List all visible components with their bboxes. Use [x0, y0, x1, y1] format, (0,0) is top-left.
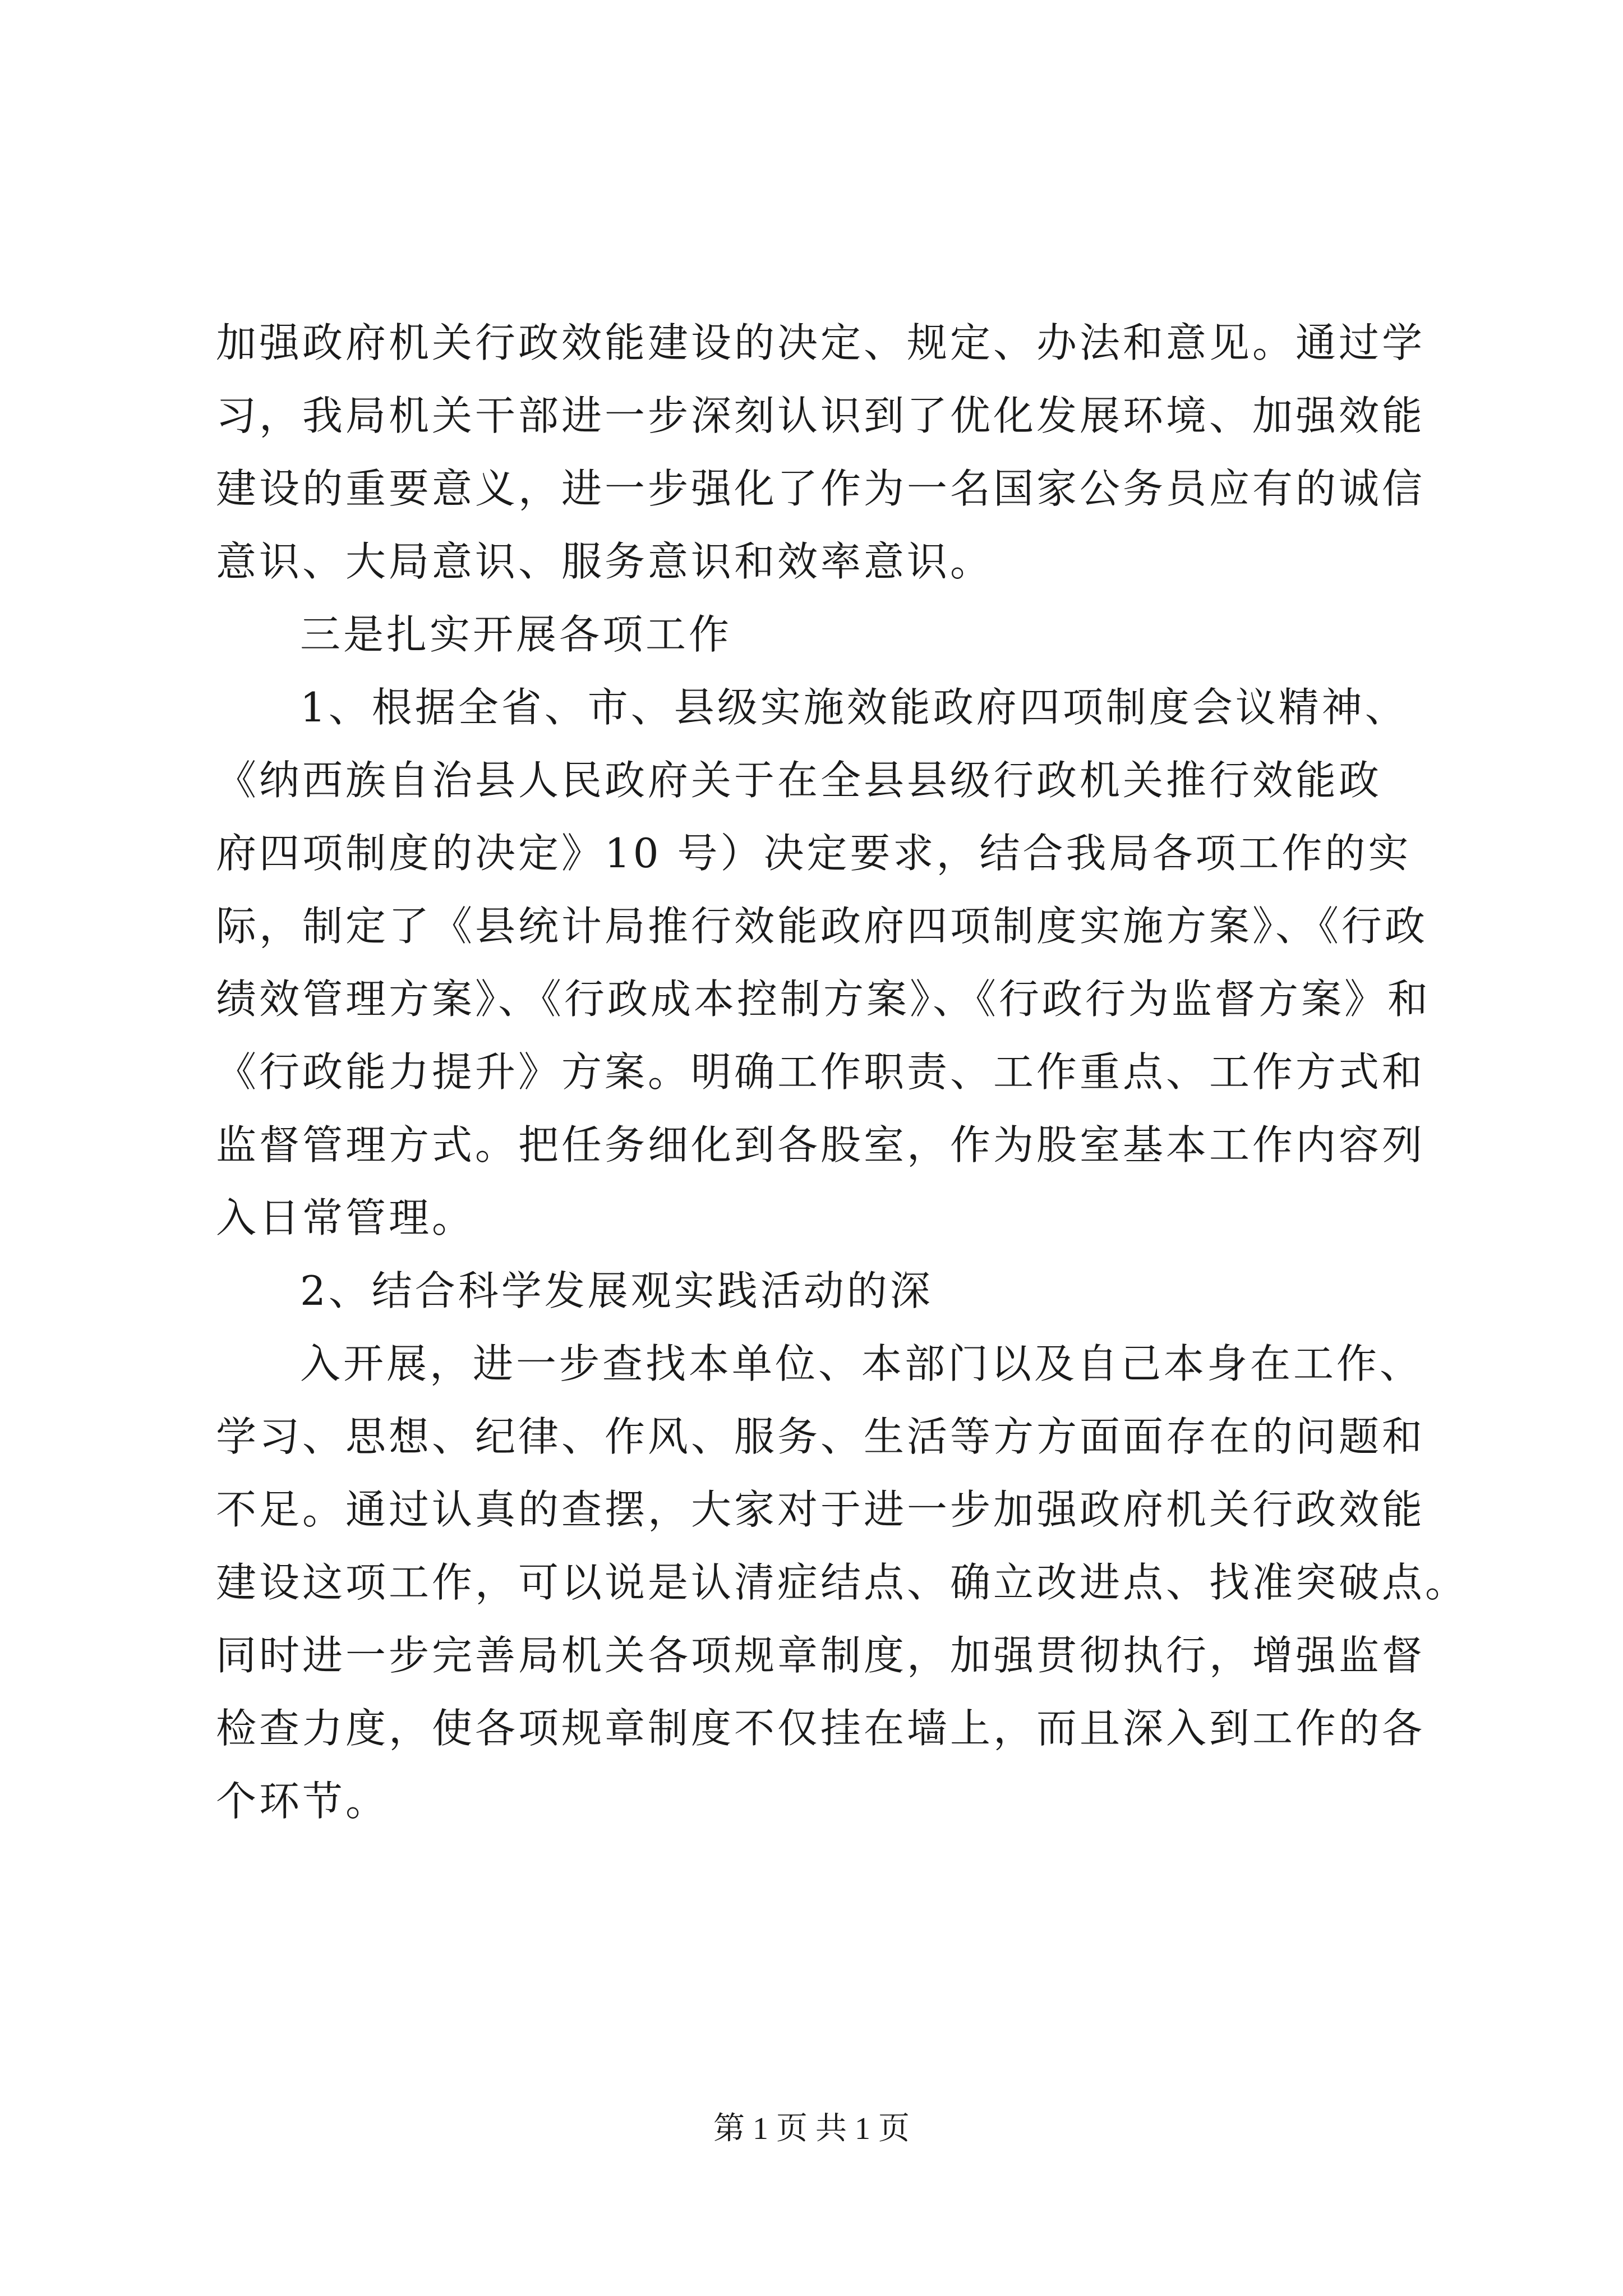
page-number: 第 1 页 共 1 页 — [713, 2111, 910, 2146]
text-line: 建设的重要意义，进一步强化了作为一名国家公务员应有的诚信 — [216, 465, 1426, 512]
text-line: 府四项制度的决定》10 号）决定要求，结合我局各项工作的实 — [216, 830, 1412, 877]
body-text — [216, 306, 1469, 1838]
text-line: 监督管理方式。把任务细化到各股室，作为股室基本工作内容列 — [216, 1121, 1426, 1168]
text-line: 《行政能力提升》方案。明确工作职责、工作重点、工作方式和 — [216, 1048, 1426, 1096]
text-line: 个环节。 — [216, 1778, 389, 1825]
text-line: 2、结合科学发展观实践活动的深 — [300, 1267, 933, 1314]
text-line: 同时进一步完善局机关各项规章制度，加强贯彻执行，增强监督 — [216, 1632, 1426, 1679]
section-heading: 三是扎实开展各项工作 — [300, 611, 732, 658]
text-line: 入日常管理。 — [216, 1194, 476, 1241]
text-line: 加强政府机关行政效能建设的决定、规定、办法和意见。通过学 — [216, 319, 1426, 366]
text-line: 入开展，进一步查找本单位、本部门以及自己本身在工作、 — [300, 1340, 1423, 1387]
text-line: 不足。通过认真的查摆，大家对于进一步加强政府机关行政效能 — [216, 1486, 1426, 1533]
page-footer — [0, 2109, 1623, 2148]
text-line: 学习、思想、纪律、作风、服务、生活等方方面面存在的问题和 — [216, 1413, 1426, 1460]
text-line: 际，制定了《县统计局推行效能政府四项制度实施方案》、《行政 — [216, 903, 1428, 950]
text-line: 1、根据全省、市、县级实施效能政府四项制度会议精神、 — [300, 684, 1408, 731]
text-line: 《纳西族自治县人民政府关于在全县县级行政机关推行效能政 — [216, 757, 1382, 804]
text-line: 建设这项工作，可以说是认清症结点、确立改进点、找准突破点。 — [216, 1559, 1469, 1606]
text-line: 习，我局机关干部进一步深刻认识到了优化发展环境、加强效能 — [216, 392, 1426, 439]
text-line: 检查力度，使各项规章制度不仅挂在墙上，而且深入到工作的各 — [216, 1705, 1426, 1752]
text-line: 绩效管理方案》、《行政成本控制方案》、《行政行为监督方案》和 — [216, 976, 1431, 1023]
text-line: 意识、大局意识、服务意识和效率意识。 — [216, 538, 994, 585]
